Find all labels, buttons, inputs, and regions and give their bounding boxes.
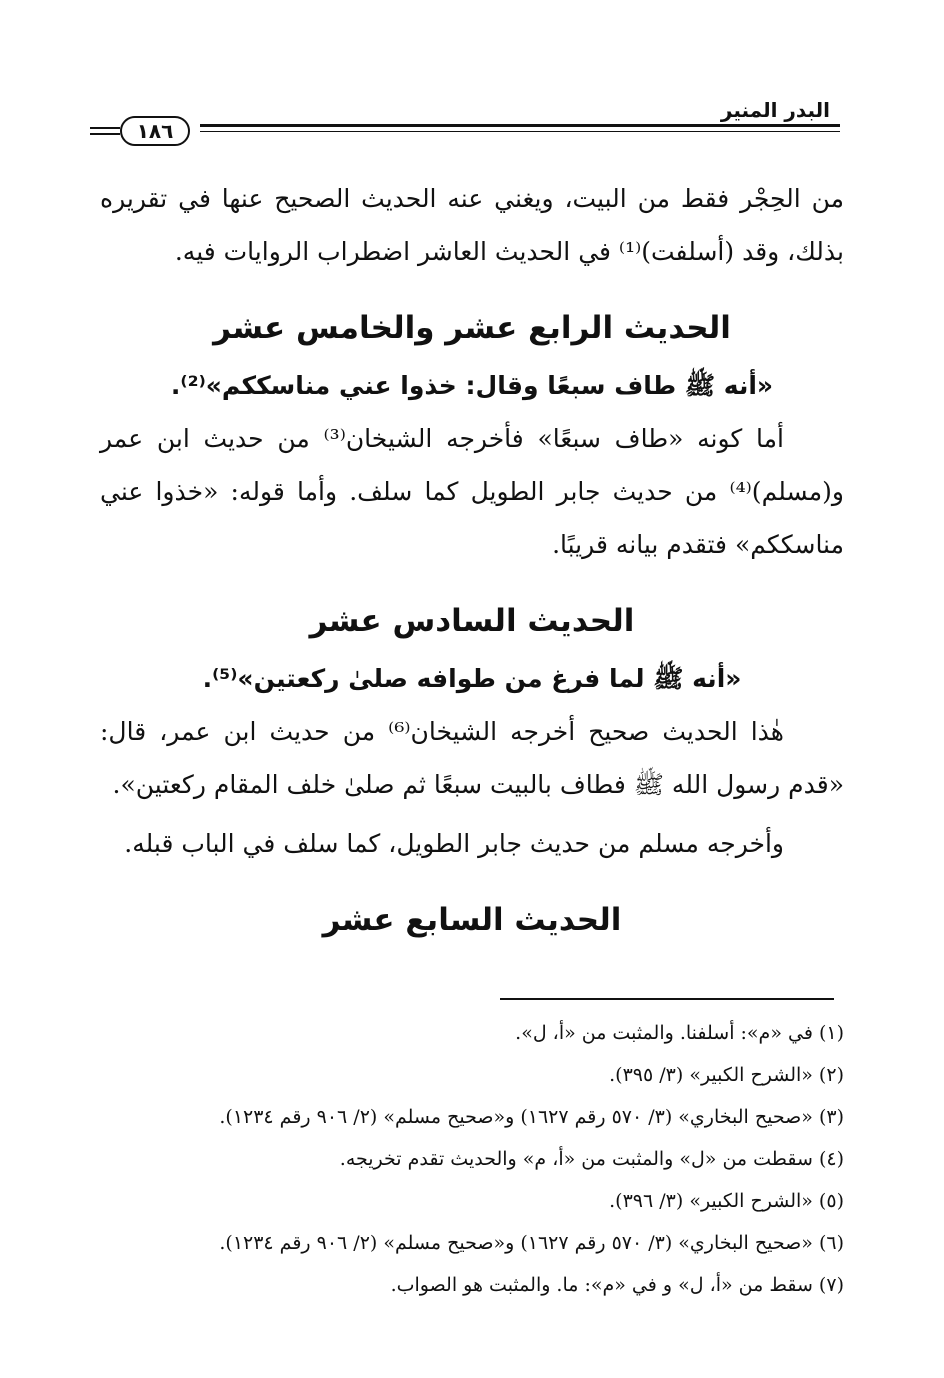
heading-hadith-17: الحديث السابع عشر — [322, 902, 622, 938]
footnote-4: (٤) سقطت من «ل» والمثبت من «أ، م» والحديث تقدم تخريجه. — [339, 1148, 844, 1170]
running-header — [90, 96, 840, 156]
paragraph-3: هٰذا الحديث صحيح أخرجه الشيخان⁽⁶⁾ من حديث ابن عمر، قال: «قدم رسول الله ﷺ فطاف بالبيت سبعًا ثم صلىٰ خلف المقام ركعتين». — [100, 717, 844, 799]
footnotes — [100, 1012, 844, 1306]
footnote-3: (٣) «صحيح البخاري» (٣/ ٥٧٠ رقم ١٦٢٧) و«صحيح مسلم» (٢/ ٩٠٦ رقم ١٢٣٤). — [219, 1106, 844, 1128]
footnote-1: (١) في «م»: أسلفنا. والمثبت من «أ، ل». — [515, 1022, 844, 1044]
hadith-quote-16: «أنه ﷺ لما فرغ من طوافه صلىٰ ركعتين»⁽⁵⁾. — [202, 664, 742, 693]
footnote-5: (٥) «الشرح الكبير» (٣/ ٣٩٦). — [609, 1190, 844, 1212]
heading-hadith-14-15: الحديث الرابع عشر والخامس عشر — [213, 310, 731, 346]
footnote-separator — [500, 998, 834, 1000]
footnote-6: (٦) «صحيح البخاري» (٣/ ٥٧٠ رقم ١٦٢٧) و«صحيح مسلم» (٢/ ٩٠٦ رقم ١٢٣٤). — [219, 1232, 844, 1254]
footnote-7: (٧) سقط من «أ، ل» و في «م»: ما. والمثبت هو الصواب. — [390, 1274, 844, 1296]
footnote-2: (٢) «الشرح الكبير» (٣/ ٣٩٥). — [609, 1064, 844, 1086]
paragraph-2: أما كونه «طاف سبعًا» فأخرجه الشيخان⁽³⁾ من حديث ابن عمر و(مسلم)⁽⁴⁾ من حديث جابر الطويل كما سلف. وأما قوله: «خذوا عني مناسككم» فتقدم بيانه قريبًا. — [100, 424, 844, 559]
paragraph-4: وأخرجه مسلم من حديث جابر الطويل، كما سلف في الباب قبله. — [124, 829, 784, 858]
book-title: البدر المنير — [720, 98, 830, 122]
header-rule-thin — [200, 131, 840, 132]
header-rule-thick — [200, 124, 840, 127]
heading-hadith-16: الحديث السادس عشر — [309, 603, 635, 639]
header-rule-left — [90, 127, 120, 135]
page-number: ١٨٦ — [120, 116, 190, 146]
hadith-quote-14: «أنه ﷺ طاف سبعًا وقال: خذوا عني مناسككم»⁽²⁾. — [170, 371, 774, 400]
paragraph-1: من الحِجْر فقط من البيت، ويغني عنه الحديث الصحيح عنها في تقريره بذلك، وقد (أسلفت)⁽¹⁾ في الحديث العاشر اضطراب الروايات فيه. — [100, 184, 844, 266]
main-text — [100, 172, 844, 952]
